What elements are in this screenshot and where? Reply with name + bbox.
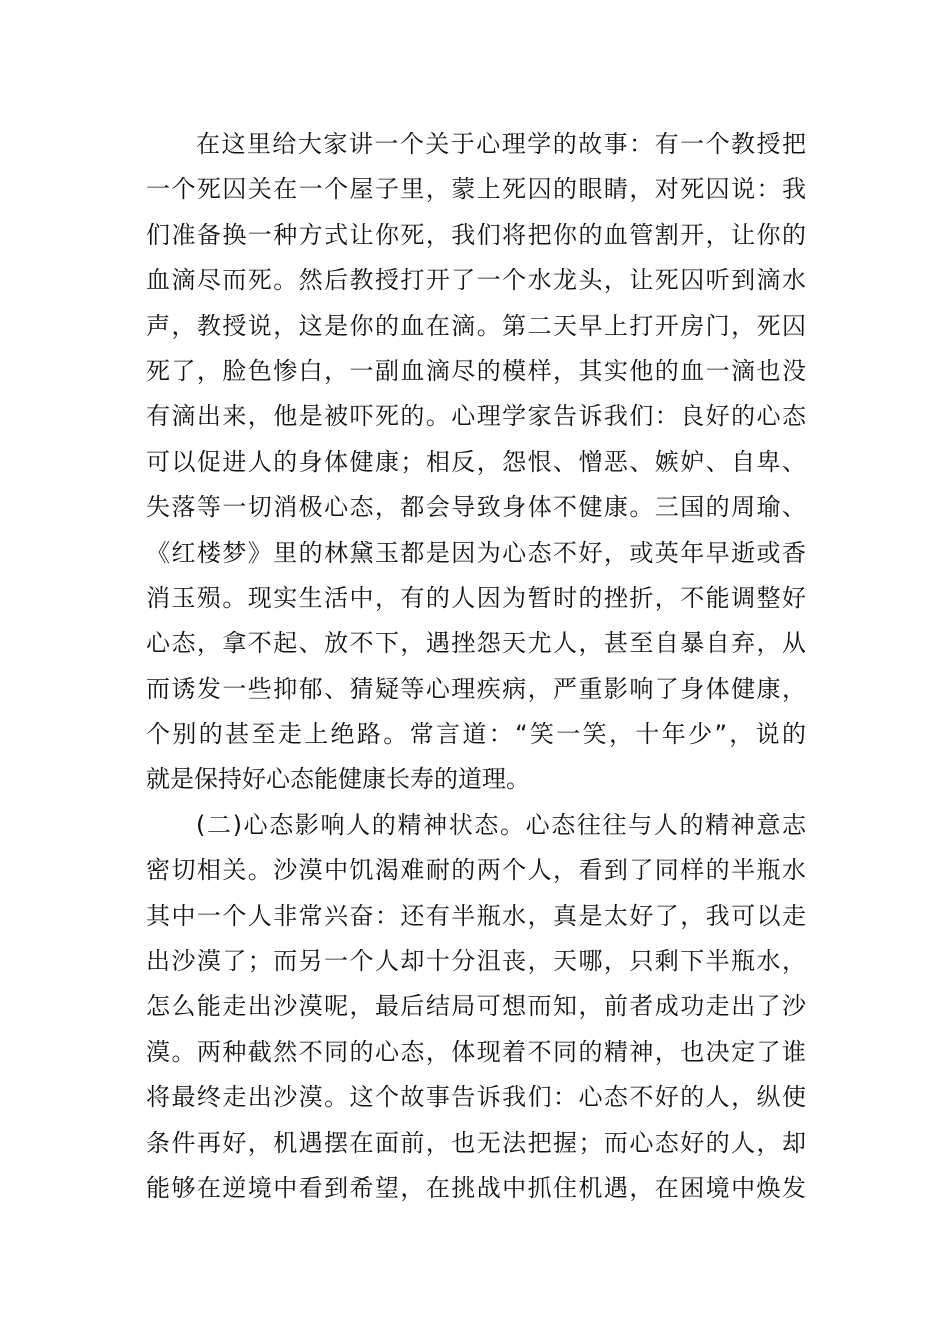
text-line: 心态，拿不起、放不下，遇挫怨天尤人，甚至自暴自弃，从 [146, 629, 806, 658]
text-line: 怎么能走出沙漠呢，最后结局可想而知，前者成功走出了沙 [146, 992, 806, 1021]
text-line: 就是保持好心态能健康长寿的道理。 [146, 765, 530, 794]
text-line: 有滴出来，他是被吓死的。心理学家告诉我们：良好的心态 [146, 402, 806, 431]
text-line: 条件再好，机遇摆在面前，也无法把握；而心态好的人，却 [146, 1128, 806, 1157]
text-line: 血滴尽而死。然后教授打开了一个水龙头，让死囚听到滴水 [146, 266, 806, 295]
text-line: 能够在逆境中看到希望，在挑战中抓住机遇，在困境中焕发 [146, 1173, 806, 1202]
text-line: 个别的甚至走上绝路。常言道：“笑一笑，十年少”，说的 [146, 720, 806, 749]
text-line: 将最终走出沙漠。这个故事告诉我们：心态不好的人，纵使 [146, 1083, 806, 1112]
text-line: (二)心态影响人的精神状态。心态往往与人的精神意志 [196, 810, 806, 839]
text-line: 一个死囚关在一个屋子里，蒙上死囚的眼睛，对死囚说：我 [146, 175, 806, 204]
text-line: 可以促进人的身体健康；相反，怨恨、憎恶、嫉妒、自卑、 [146, 447, 806, 476]
text-line: 声，教授说，这是你的血在滴。第二天早上打开房门，死囚 [146, 311, 806, 340]
text-line: 失落等一切消极心态，都会导致身体不健康。三国的周瑜、 [146, 493, 806, 522]
text-line: 在这里给大家讲一个关于心理学的故事：有一个教授把 [196, 130, 806, 158]
text-line: 出沙漠了；而另一个人却十分沮丧，天哪，只剩下半瓶水， [146, 947, 806, 976]
text-line: 消玉殒。现实生活中，有的人因为暂时的挫折，不能调整好 [146, 583, 806, 612]
paragraph-story [146, 122, 806, 803]
text-line: 其中一个人非常兴奋：还有半瓶水，真是太好了，我可以走 [146, 901, 806, 930]
text-line: 死了，脸色惨白，一副血滴尽的模样，其实他的血一滴也没 [146, 356, 806, 385]
text-line: 《红楼梦》里的林黛玉都是因为心态不好，或英年早逝或香 [146, 538, 806, 567]
document-body [146, 122, 806, 1211]
paragraph-spirit [146, 803, 806, 1212]
text-line: 漠。两种截然不同的心态，体现着不同的精神，也决定了谁 [146, 1037, 806, 1066]
text-line: 们准备换一种方式让你死，我们将把你的血管割开，让你的 [146, 220, 806, 249]
text-line: 而诱发一些抑郁、猜疑等心理疾病，严重影响了身体健康， [146, 674, 806, 703]
text-line: 密切相关。沙漠中饥渴难耐的两个人，看到了同样的半瓶水 [146, 856, 806, 885]
